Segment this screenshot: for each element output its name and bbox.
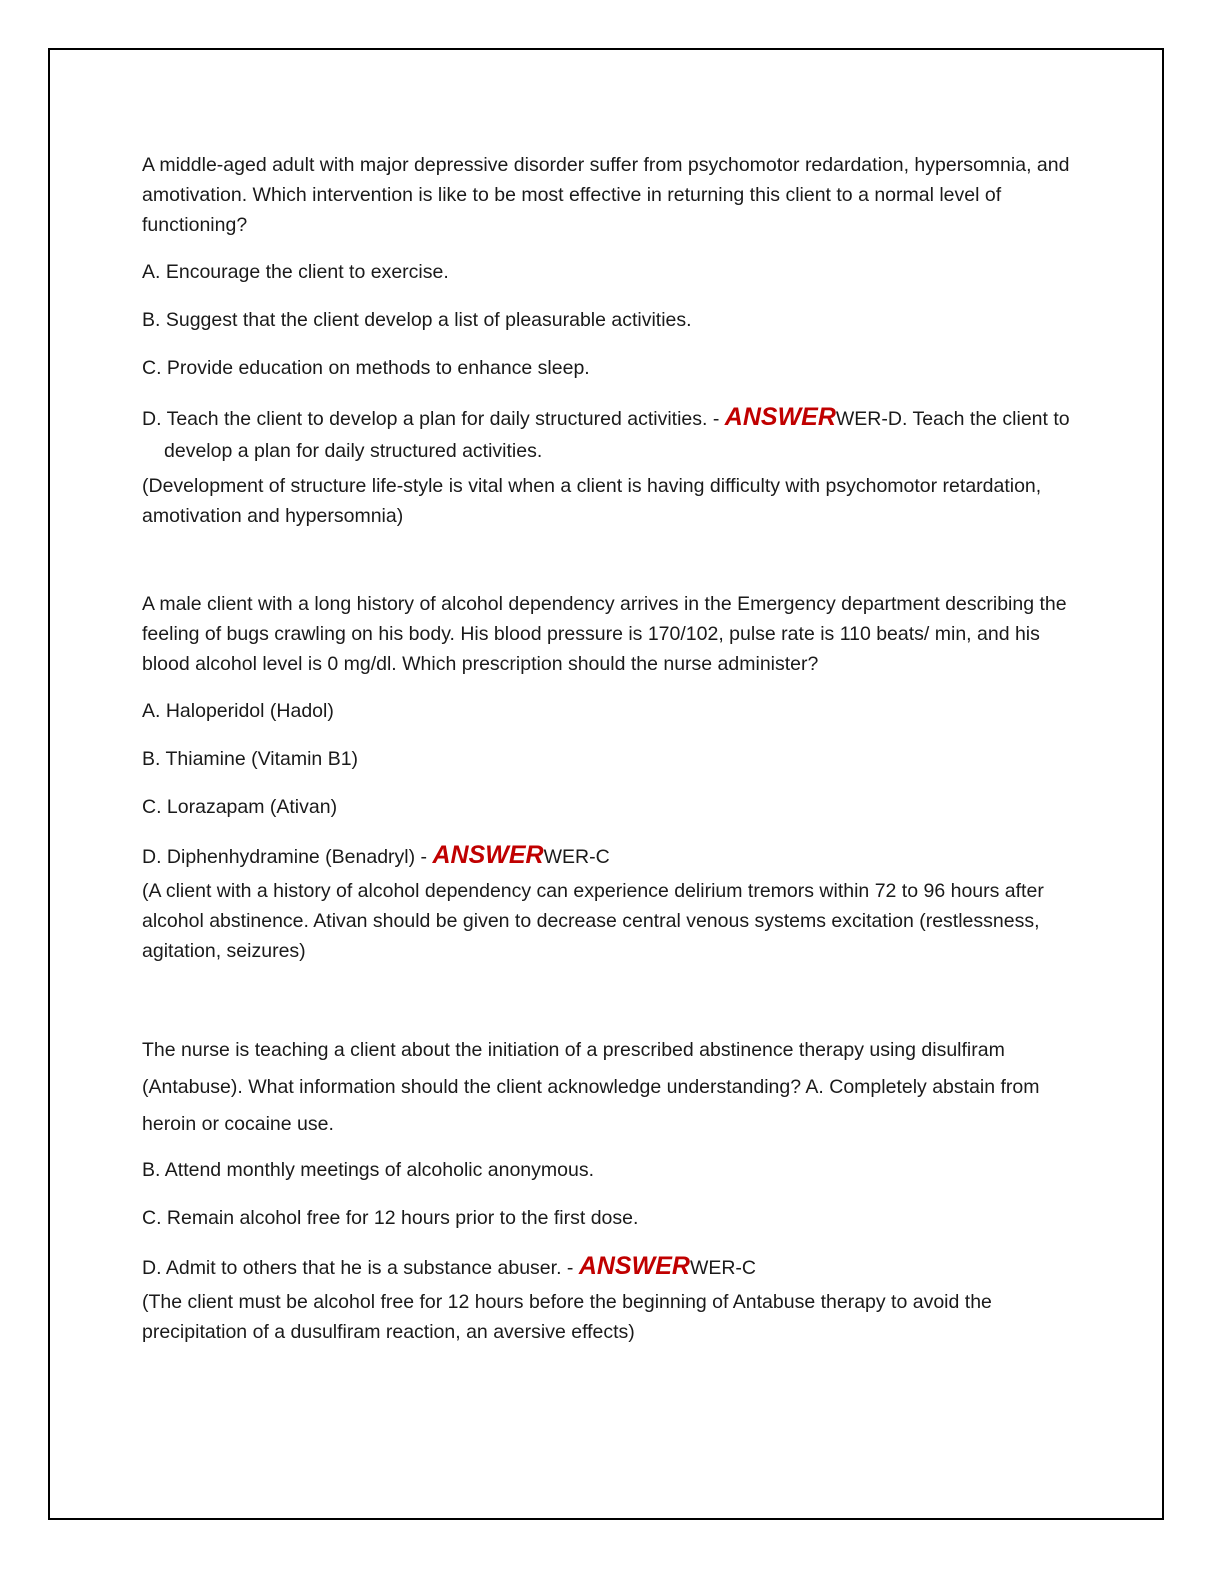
option-c: C. Lorazapam (Ativan) <box>142 796 338 818</box>
answer-text: WER-C <box>543 846 610 868</box>
rationale: (The client must be alcohol free for 12 hours before the beginning of Antabuse therapy to avoid the precipitation of a dusulfiram reaction, an aversive effects) <box>142 1291 992 1343</box>
option-d-with-answer <box>142 1251 1082 1283</box>
question-stem: A male client with a long history of alcohol dependency arrives in the Emergency department describing the feeling of bugs crawling on his body. His blood pressure is 170/102, pulse rate is 110 beats/ min, and his blood alcohol level is 0 mg/dl. Which prescription should the nurse administer? <box>142 593 1067 675</box>
answer-tag: ANSWER <box>432 841 544 869</box>
rationale: (A client with a history of alcohol dependency can experience delirium tremors within 72 to 96 hours after alcohol abstinence. Ativan should be given to decrease central venous systems excitation (restlessness, agitation, seizures) <box>142 880 1044 962</box>
option-b: B. Attend monthly meetings of alcoholic anonymous. <box>142 1159 595 1181</box>
question-stem: A middle-aged adult with major depressive disorder suffer from psychomotor redardation, hypersomnia, and amotivation. Which intervention is like to be most effective in returning this client to a normal level of functioning? <box>142 154 1070 236</box>
question-1 <box>142 150 1082 531</box>
option-a: A. Encourage the client to exercise. <box>142 261 449 283</box>
option-a: A. Haloperidol (Hadol) <box>142 700 334 722</box>
spacer <box>142 966 1082 1032</box>
option-b: B. Suggest that the client develop a list of pleasurable activities. <box>142 309 692 331</box>
question-3 <box>142 1032 1082 1347</box>
option-d-with-answer <box>142 840 1082 872</box>
answer-text: WER-C <box>689 1257 757 1279</box>
option-c: C. Remain alcohol free for 12 hours prior to the first dose. <box>142 1207 639 1229</box>
option-d-with-answer <box>142 401 1082 467</box>
spacer <box>142 531 1082 589</box>
option-b: B. Thiamine (Vitamin B1) <box>142 748 359 770</box>
option-c: C. Provide education on methods to enhance sleep. <box>142 357 590 379</box>
question-stem: The nurse is teaching a client about the initiation of a prescribed abstinence therapy using disulfiram (Antabuse). What information should the client acknowledge understanding? A. Completely abstain from heroin or cocaine use. <box>142 1039 1040 1135</box>
option-d: D. Diphenhydramine (Benadryl) - <box>142 846 428 868</box>
option-d: D. Teach the client to develop a plan for daily structured activities. - <box>142 408 720 430</box>
document-body <box>142 150 1082 1347</box>
option-d: D. Admit to others that he is a substance abuser. - <box>142 1257 574 1279</box>
answer-tag: ANSWER <box>724 403 836 431</box>
answer-tag: ANSWER <box>578 1252 690 1280</box>
question-2 <box>142 589 1082 966</box>
rationale: (Development of structure life-style is vital when a client is having difficulty with psychomotor retardation, amotivation and hypersomnia) <box>142 475 1042 527</box>
answer-text: WER-D. Teach the client to develop a plan for daily structured activities. <box>164 408 1070 462</box>
